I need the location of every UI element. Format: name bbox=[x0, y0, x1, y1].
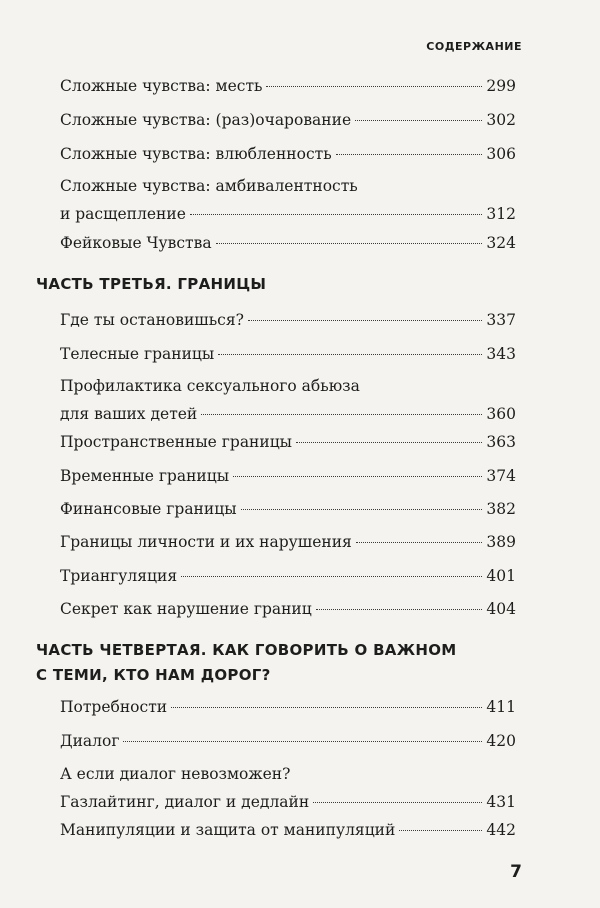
toc-entry bbox=[60, 595, 516, 623]
dot-leader bbox=[233, 476, 482, 477]
toc-entry-page: 343 bbox=[486, 345, 516, 363]
toc-entry bbox=[60, 462, 516, 490]
toc-entry-title: и расщепление bbox=[60, 205, 186, 223]
toc-entry-page: 324 bbox=[486, 234, 516, 252]
toc-entry-page: 306 bbox=[486, 145, 516, 163]
toc-entry-title: Временные границы bbox=[60, 467, 230, 485]
section-heading-part3: ЧАСТЬ ТРЕТЬЯ. ГРАНИЦЫ bbox=[36, 275, 267, 293]
toc-entry-title: Манипуляции и защита от манипуляций bbox=[60, 821, 396, 839]
toc-entry bbox=[60, 229, 516, 257]
toc-entry bbox=[60, 528, 516, 556]
dot-leader bbox=[356, 542, 483, 543]
toc-entry-title: Секрет как нарушение границ bbox=[60, 600, 312, 618]
toc-entry-page: 374 bbox=[486, 467, 516, 485]
toc-entry-title: Границы личности и их нарушения bbox=[60, 533, 352, 551]
toc-entry-page: 401 bbox=[486, 567, 516, 585]
toc-entry-page: 363 bbox=[486, 433, 516, 451]
toc-entry-title: Фейковые Чувства bbox=[60, 234, 212, 252]
toc-entry bbox=[60, 106, 516, 134]
toc-entry bbox=[60, 372, 516, 428]
toc-entry bbox=[60, 727, 516, 755]
section-heading-line2: С ТЕМИ, КТО НАМ ДОРОГ? bbox=[36, 666, 271, 684]
toc-entry-page: 420 bbox=[486, 732, 516, 750]
toc-entry-page: 337 bbox=[486, 311, 516, 329]
toc-entry bbox=[60, 816, 516, 844]
dot-leader bbox=[181, 576, 482, 577]
dot-leader bbox=[216, 243, 483, 244]
dot-leader bbox=[399, 830, 482, 831]
toc-entry-page: 360 bbox=[486, 405, 516, 423]
toc-entry bbox=[60, 428, 516, 456]
toc-entry-page: 404 bbox=[486, 600, 516, 618]
dot-leader bbox=[313, 802, 482, 803]
dot-leader bbox=[171, 707, 482, 708]
toc-entry-title: Триангуляция bbox=[60, 567, 178, 585]
toc-entry-page: 312 bbox=[486, 205, 516, 223]
dot-leader bbox=[336, 154, 483, 155]
section-heading-line1: ЧАСТЬ ЧЕТВЕРТАЯ. КАК ГОВОРИТЬ О ВАЖНОМ bbox=[36, 641, 457, 659]
toc-entry-title: Сложные чувства: влюбленность bbox=[60, 145, 332, 163]
toc-entry bbox=[60, 495, 516, 523]
toc-entry-title: Финансовые границы bbox=[60, 500, 237, 518]
toc-entry-page: 299 bbox=[486, 77, 516, 95]
toc-entry-title-line1: Сложные чувства: амбивалентность bbox=[60, 177, 358, 195]
toc-entry-title: для ваших детей bbox=[60, 405, 198, 423]
toc-entry bbox=[60, 140, 516, 168]
toc-entry-page: 442 bbox=[486, 821, 516, 839]
toc-entry-title: Где ты остановишься? bbox=[60, 311, 244, 329]
toc-entry-page: 389 bbox=[486, 533, 516, 551]
dot-leader bbox=[218, 354, 482, 355]
toc-entry bbox=[60, 562, 516, 590]
toc-entry bbox=[60, 306, 516, 334]
dot-leader bbox=[241, 509, 483, 510]
toc-entry-title-line1: Профилактика сексуального абьюза bbox=[60, 377, 360, 395]
toc-entry-title: Потребности bbox=[60, 698, 168, 716]
page-number: 7 bbox=[510, 862, 522, 882]
dot-leader bbox=[201, 414, 482, 415]
toc-entry-page: 302 bbox=[486, 111, 516, 129]
toc-entry-title: Сложные чувства: (раз)очарование bbox=[60, 111, 352, 129]
running-header: СОДЕРЖАНИЕ bbox=[426, 40, 522, 53]
toc-entry bbox=[60, 72, 516, 100]
toc-entry-title-line1: А если диалог невозможен? bbox=[60, 765, 291, 783]
toc-entry bbox=[60, 693, 516, 721]
dot-leader bbox=[123, 741, 482, 742]
dot-leader bbox=[296, 442, 482, 443]
toc-entry-title: Сложные чувства: месть bbox=[60, 77, 263, 95]
toc-entry-page: 431 bbox=[486, 793, 516, 811]
toc-entry-page: 411 bbox=[486, 698, 516, 716]
toc-entry bbox=[60, 340, 516, 368]
toc-entry-title: Телесные границы bbox=[60, 345, 215, 363]
dot-leader bbox=[355, 120, 482, 121]
dot-leader bbox=[190, 214, 483, 215]
toc-entry-title: Газлайтинг, диалог и дедлайн bbox=[60, 793, 310, 811]
toc-entry-title: Диалог bbox=[60, 732, 120, 750]
dot-leader bbox=[266, 86, 482, 87]
dot-leader bbox=[316, 609, 483, 610]
toc-entry-title: Пространственные границы bbox=[60, 433, 293, 451]
dot-leader bbox=[248, 320, 482, 321]
toc-entry bbox=[60, 760, 516, 816]
section-heading-part4 bbox=[36, 638, 516, 688]
toc-entry bbox=[60, 172, 516, 228]
toc-entry-page: 382 bbox=[486, 500, 516, 518]
